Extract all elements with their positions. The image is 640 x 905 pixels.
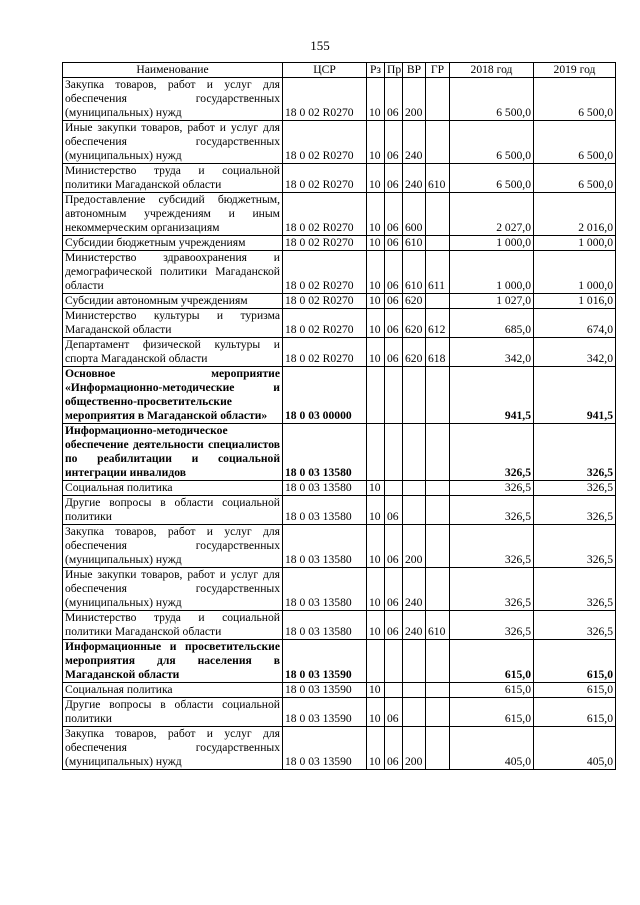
table-row <box>63 496 616 525</box>
cell-2018: 6 500,0 <box>450 164 534 193</box>
cell-vr: 200 <box>403 78 426 121</box>
header-csr: ЦСР <box>283 63 367 78</box>
cell-name: Основное мероприятие «Информационно-методические и общественно-просветительские мероприятия в Магаданской области» <box>63 367 283 424</box>
cell-2019: 326,5 <box>534 496 616 525</box>
table-row <box>63 640 616 683</box>
cell-csr: 18 0 03 00000 <box>283 367 367 424</box>
cell-2019: 326,5 <box>534 424 616 481</box>
cell-gr <box>426 525 450 568</box>
budget-table <box>62 62 616 770</box>
cell-rz: 10 <box>367 481 385 496</box>
cell-csr: 18 0 02 R0270 <box>283 338 367 367</box>
cell-gr <box>426 698 450 727</box>
cell-2018: 1 000,0 <box>450 251 534 294</box>
cell-gr: 610 <box>426 164 450 193</box>
cell-2018: 342,0 <box>450 338 534 367</box>
cell-vr: 200 <box>403 727 426 770</box>
cell-vr: 240 <box>403 611 426 640</box>
cell-2019: 326,5 <box>534 525 616 568</box>
cell-pr: 06 <box>385 496 403 525</box>
cell-name: Министерство здравоохранения и демографической политики Магаданской области <box>63 251 283 294</box>
cell-name: Информационно-методическое обеспечение деятельности специалистов по реабилитации и социальной интеграции инвалидов <box>63 424 283 481</box>
cell-name: Министерство труда и социальной политики Магаданской области <box>63 164 283 193</box>
cell-name: Субсидии бюджетным учреждениям <box>63 236 283 251</box>
cell-vr: 200 <box>403 525 426 568</box>
cell-csr: 18 0 03 13590 <box>283 640 367 683</box>
cell-pr: 06 <box>385 121 403 164</box>
cell-pr: 06 <box>385 568 403 611</box>
cell-csr: 18 0 02 R0270 <box>283 236 367 251</box>
cell-rz: 10 <box>367 294 385 309</box>
table-row <box>63 121 616 164</box>
cell-rz: 10 <box>367 78 385 121</box>
cell-name: Департамент физической культуры и спорта Магаданской области <box>63 338 283 367</box>
cell-name: Социальная политика <box>63 481 283 496</box>
cell-2019: 6 500,0 <box>534 121 616 164</box>
cell-csr: 18 0 03 13590 <box>283 683 367 698</box>
cell-csr: 18 0 03 13580 <box>283 568 367 611</box>
cell-name: Субсидии автономным учреждениям <box>63 294 283 309</box>
cell-name: Закупка товаров, работ и услуг для обеспечения государственных (муниципальных) нужд <box>63 727 283 770</box>
cell-rz: 10 <box>367 251 385 294</box>
cell-pr: 06 <box>385 611 403 640</box>
cell-pr: 06 <box>385 236 403 251</box>
cell-gr: 612 <box>426 309 450 338</box>
cell-2018: 685,0 <box>450 309 534 338</box>
cell-csr: 18 0 02 R0270 <box>283 121 367 164</box>
header-vr: ВР <box>403 63 426 78</box>
cell-2019: 615,0 <box>534 683 616 698</box>
cell-csr: 18 0 02 R0270 <box>283 78 367 121</box>
cell-2018: 615,0 <box>450 698 534 727</box>
cell-csr: 18 0 03 13590 <box>283 727 367 770</box>
cell-csr: 18 0 03 13580 <box>283 496 367 525</box>
cell-pr <box>385 424 403 481</box>
cell-vr: 620 <box>403 338 426 367</box>
cell-rz: 10 <box>367 496 385 525</box>
cell-csr: 18 0 02 R0270 <box>283 251 367 294</box>
header-2018: 2018 год <box>450 63 534 78</box>
cell-pr: 06 <box>385 338 403 367</box>
cell-vr: 240 <box>403 568 426 611</box>
cell-vr <box>403 640 426 683</box>
header-row <box>63 63 616 78</box>
cell-rz: 10 <box>367 164 385 193</box>
cell-name: Другие вопросы в области социальной политики <box>63 698 283 727</box>
cell-rz: 10 <box>367 236 385 251</box>
cell-2018: 326,5 <box>450 568 534 611</box>
cell-name: Закупка товаров, работ и услуг для обеспечения государственных (муниципальных) нужд <box>63 525 283 568</box>
table-row <box>63 683 616 698</box>
table-row <box>63 698 616 727</box>
cell-name: Другие вопросы в области социальной политики <box>63 496 283 525</box>
cell-rz <box>367 424 385 481</box>
cell-2018: 941,5 <box>450 367 534 424</box>
cell-2019: 1 000,0 <box>534 251 616 294</box>
cell-vr: 620 <box>403 309 426 338</box>
cell-2019: 2 016,0 <box>534 193 616 236</box>
table-row <box>63 611 616 640</box>
cell-2019: 326,5 <box>534 611 616 640</box>
cell-csr: 18 0 02 R0270 <box>283 164 367 193</box>
cell-2018: 326,5 <box>450 424 534 481</box>
cell-pr: 06 <box>385 309 403 338</box>
cell-2018: 326,5 <box>450 481 534 496</box>
cell-name: Информационные и просветительские мероприятия для населения в Магаданской области <box>63 640 283 683</box>
cell-pr: 06 <box>385 193 403 236</box>
cell-2019: 405,0 <box>534 727 616 770</box>
cell-2019: 342,0 <box>534 338 616 367</box>
cell-pr <box>385 683 403 698</box>
table-row <box>63 338 616 367</box>
header-name: Наименование <box>63 63 283 78</box>
cell-csr: 18 0 03 13580 <box>283 525 367 568</box>
cell-name: Иные закупки товаров, работ и услуг для обеспечения государственных (муниципальных) нужд <box>63 121 283 164</box>
cell-rz: 10 <box>367 338 385 367</box>
cell-pr: 06 <box>385 698 403 727</box>
cell-rz: 10 <box>367 121 385 164</box>
cell-gr <box>426 294 450 309</box>
cell-pr: 06 <box>385 251 403 294</box>
cell-csr: 18 0 03 13580 <box>283 424 367 481</box>
cell-gr <box>426 640 450 683</box>
table-row <box>63 251 616 294</box>
table-row <box>63 424 616 481</box>
cell-2018: 615,0 <box>450 640 534 683</box>
table-row <box>63 309 616 338</box>
table-row <box>63 525 616 568</box>
cell-name: Иные закупки товаров, работ и услуг для обеспечения государственных (муниципальных) нужд <box>63 568 283 611</box>
cell-2019: 326,5 <box>534 568 616 611</box>
cell-2019: 941,5 <box>534 367 616 424</box>
cell-2019: 326,5 <box>534 481 616 496</box>
cell-name: Министерство труда и социальной политики Магаданской области <box>63 611 283 640</box>
cell-name: Предоставление субсидий бюджетным, автономным учреждениям и иным некоммерческим организациям <box>63 193 283 236</box>
cell-vr: 240 <box>403 164 426 193</box>
cell-vr <box>403 367 426 424</box>
cell-2018: 405,0 <box>450 727 534 770</box>
table-row <box>63 367 616 424</box>
cell-vr: 240 <box>403 121 426 164</box>
cell-pr: 06 <box>385 727 403 770</box>
cell-gr <box>426 121 450 164</box>
cell-name: Социальная политика <box>63 683 283 698</box>
cell-2019: 1 000,0 <box>534 236 616 251</box>
page-number: 155 <box>310 38 330 53</box>
cell-rz <box>367 367 385 424</box>
cell-2018: 6 500,0 <box>450 78 534 121</box>
cell-csr: 18 0 02 R0270 <box>283 309 367 338</box>
cell-2019: 6 500,0 <box>534 164 616 193</box>
cell-vr: 620 <box>403 294 426 309</box>
cell-pr: 06 <box>385 294 403 309</box>
cell-2019: 615,0 <box>534 698 616 727</box>
cell-2019: 615,0 <box>534 640 616 683</box>
cell-csr: 18 0 02 R0270 <box>283 193 367 236</box>
cell-gr <box>426 424 450 481</box>
table-row <box>63 481 616 496</box>
cell-rz: 10 <box>367 568 385 611</box>
cell-2019: 1 016,0 <box>534 294 616 309</box>
table-body <box>63 78 616 770</box>
cell-gr <box>426 193 450 236</box>
cell-vr <box>403 424 426 481</box>
cell-pr <box>385 640 403 683</box>
cell-gr <box>426 78 450 121</box>
table-row <box>63 727 616 770</box>
cell-name: Закупка товаров, работ и услуг для обеспечения государственных (муниципальных) нужд <box>63 78 283 121</box>
cell-2019: 674,0 <box>534 309 616 338</box>
cell-gr <box>426 236 450 251</box>
cell-2018: 615,0 <box>450 683 534 698</box>
header-gr: ГР <box>426 63 450 78</box>
cell-2018: 326,5 <box>450 611 534 640</box>
cell-gr <box>426 568 450 611</box>
cell-gr: 610 <box>426 611 450 640</box>
cell-gr <box>426 496 450 525</box>
cell-2018: 1 027,0 <box>450 294 534 309</box>
cell-rz: 10 <box>367 525 385 568</box>
table-row <box>63 78 616 121</box>
cell-csr: 18 0 02 R0270 <box>283 294 367 309</box>
cell-vr <box>403 496 426 525</box>
table-row <box>63 164 616 193</box>
cell-rz: 10 <box>367 611 385 640</box>
table-row <box>63 294 616 309</box>
cell-2019: 6 500,0 <box>534 78 616 121</box>
cell-vr: 610 <box>403 251 426 294</box>
cell-gr: 611 <box>426 251 450 294</box>
header-rz: Рз <box>367 63 385 78</box>
cell-vr: 610 <box>403 236 426 251</box>
header-2019: 2019 год <box>534 63 616 78</box>
cell-vr <box>403 683 426 698</box>
cell-gr <box>426 367 450 424</box>
cell-csr: 18 0 03 13580 <box>283 611 367 640</box>
cell-pr <box>385 367 403 424</box>
cell-csr: 18 0 03 13590 <box>283 698 367 727</box>
cell-rz: 10 <box>367 698 385 727</box>
cell-name: Министерство культуры и туризма Магаданской области <box>63 309 283 338</box>
cell-gr <box>426 481 450 496</box>
cell-2018: 326,5 <box>450 525 534 568</box>
cell-csr: 18 0 03 13580 <box>283 481 367 496</box>
table-row <box>63 193 616 236</box>
header-pr: Пр <box>385 63 403 78</box>
cell-vr: 600 <box>403 193 426 236</box>
cell-rz: 10 <box>367 309 385 338</box>
cell-rz: 10 <box>367 727 385 770</box>
cell-pr: 06 <box>385 164 403 193</box>
table-row <box>63 568 616 611</box>
cell-rz: 10 <box>367 193 385 236</box>
cell-rz: 10 <box>367 683 385 698</box>
cell-gr: 618 <box>426 338 450 367</box>
cell-rz <box>367 640 385 683</box>
cell-2018: 1 000,0 <box>450 236 534 251</box>
cell-pr: 06 <box>385 525 403 568</box>
cell-pr: 06 <box>385 78 403 121</box>
cell-2018: 326,5 <box>450 496 534 525</box>
cell-2018: 6 500,0 <box>450 121 534 164</box>
cell-pr <box>385 481 403 496</box>
cell-gr <box>426 727 450 770</box>
table-row <box>63 236 616 251</box>
cell-gr <box>426 683 450 698</box>
cell-vr <box>403 481 426 496</box>
cell-2018: 2 027,0 <box>450 193 534 236</box>
cell-vr <box>403 698 426 727</box>
